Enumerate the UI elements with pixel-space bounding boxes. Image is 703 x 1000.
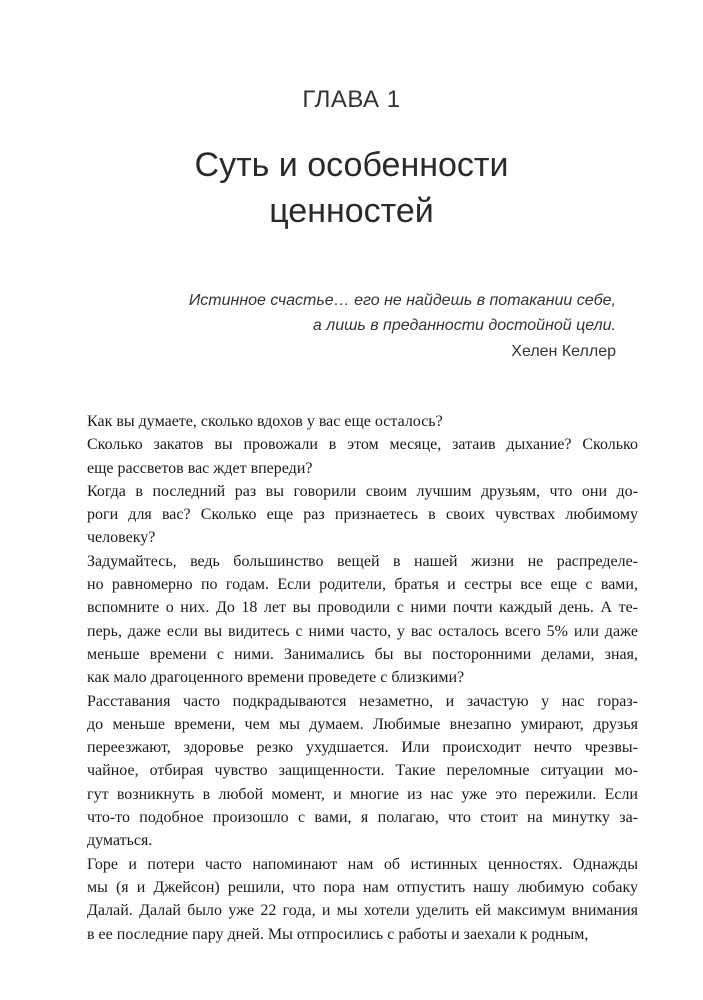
paragraph-line: мы (я и Джейсон) решили, что пора нам отпустить нашу любимую собаку (87, 878, 638, 896)
paragraph-line: Когда в последний раз вы говорили своим лучшим друзьям, что они до- (87, 482, 638, 500)
paragraph-line: в ее последние пару дней. Мы отпросились с работы и заехали к родным, (87, 925, 589, 943)
paragraph-line: роги для вас? Сколько еще раз признаетесь в своих чувствах любимому (87, 506, 638, 524)
paragraph-line: гут возникнуть в любой момент, и многие из нас уже это пережили. Если (87, 785, 638, 803)
paragraph-line: меньше времени с ними. Занимались бы вы посторонними делами, зная, (87, 645, 638, 663)
paragraph-line: переезжают, здоровье резко ухудшается. Или происходит нечто чрезвы- (87, 739, 638, 757)
epigraph-author: Хелен Келлер (511, 343, 616, 360)
paragraph (66, 853, 638, 946)
paragraph-line: Задумайтесь, ведь большинство вещей в нашей жизни не распределе- (87, 552, 638, 570)
epigraph (96, 288, 616, 364)
paragraph-line: Расставания часто подкрадываются незаметно, и зачастую у нас гораз- (87, 692, 638, 710)
paragraph-line: думаться. (87, 832, 153, 850)
paragraph-line: человеку? (87, 529, 156, 547)
paragraph-line: Как вы думаете, сколько вдохов у вас еще осталось? (87, 413, 443, 430)
paragraph-line: Сколько закатов вы провожали в этом месяце, затаив дыхание? Сколько (87, 436, 638, 454)
chapter-title-line: Суть и особенности (194, 146, 509, 184)
paragraph-line: но равномерно по годам. Если родители, братья и сестры все еще с вами, (87, 576, 638, 594)
paragraph-line: Далай. Далай было уже 22 года, и мы хотели уделить ей максимум внимания (87, 902, 638, 920)
paragraph (66, 550, 638, 690)
paragraph-line: как мало драгоценного времени проведете с близкими? (87, 669, 465, 687)
paragraph (66, 410, 638, 433)
chapter-title (0, 142, 703, 234)
paragraph-line: перь, даже если вы видитесь с ними часто, у вас осталось всего 5% или даже (87, 622, 638, 640)
paragraph-line: до меньше времени, чем мы думаем. Любимые внезапно умирают, друзья (87, 715, 638, 733)
paragraph-line: Горе и потери часто напоминают нам об истинных ценностях. Однажды (87, 855, 638, 873)
epigraph-quote-line: а лишь в преданности достойной цели. (312, 317, 616, 334)
epigraph-quote-line: Истинное счастье… его не найдешь в потакании себе, (188, 292, 616, 309)
paragraph-line: еще рассветов вас ждет впереди? (87, 459, 313, 477)
chapter-label: ГЛАВА 1 (302, 86, 401, 113)
paragraph (66, 433, 638, 480)
paragraph-line: вспомните о них. До 18 лет вы проводили с ними почти каждый день. А те- (87, 599, 638, 617)
chapter-title-line: ценностей (269, 192, 434, 230)
paragraph (66, 480, 638, 550)
paragraph (66, 690, 638, 853)
paragraph-line: что-то подобное произошло с вами, я полагаю, что стоит на минутку за- (87, 809, 638, 827)
paragraph-line: чайное, отбирая чувство защищенности. Такие переломные ситуации мо- (87, 762, 638, 780)
body-text (66, 410, 638, 946)
